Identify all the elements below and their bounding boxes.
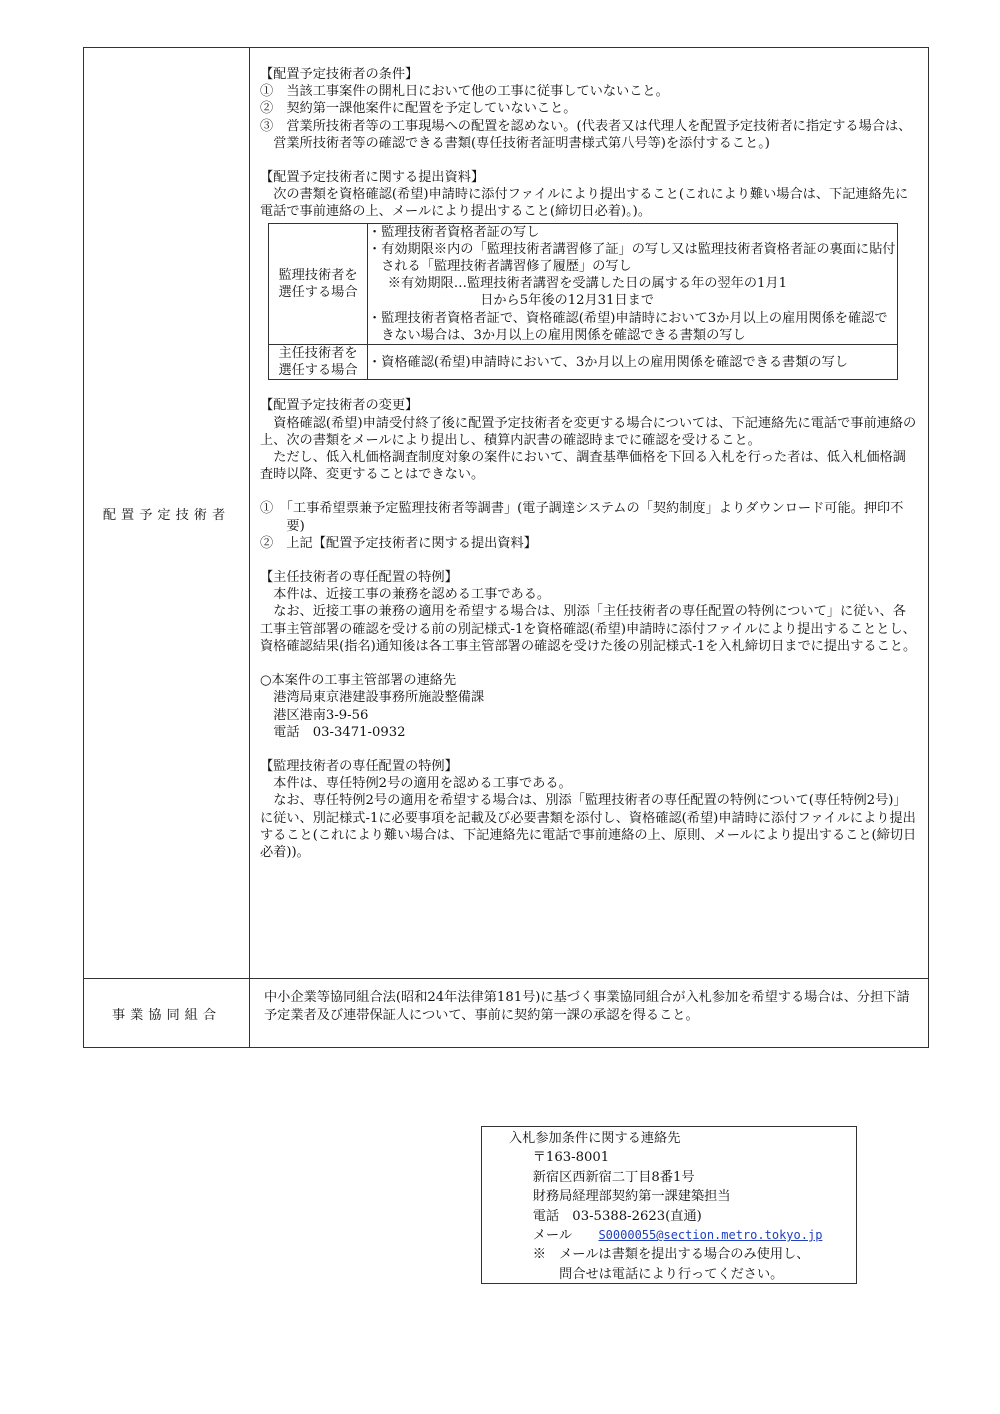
list-item: ・監理技術者資格者証の写し	[368, 224, 540, 240]
contact-box	[481, 1126, 857, 1284]
row-engineer	[84, 48, 929, 979]
label-cell-cooperative	[84, 979, 250, 1048]
table-row-label: 監理技術者を 選任する場合	[269, 223, 368, 344]
note: ※有効期限…監理技術者講習を受講した日の属する年の翌年の1月1	[387, 276, 788, 292]
paragraph: なお、近接工事の兼務の適用を希望する場合は、別添「主任技術者の専任配置の特例について」に従い、各工事主管部署の確認を受ける前の別記様式-1を資格確認(希望)申請時に添付ファイルにより提出することとし、資格確認結果(指名)通知後は各工事主管部署の確認を受けた後の別記様式-1を入札締切日までに提出すること。	[260, 604, 917, 654]
table-cell	[368, 345, 898, 380]
contact-note: ※ メールは書類を提出する場合のみ使用し、	[532, 1247, 810, 1263]
list-item: ① 「工事希望票兼予定監理技術者等調書」(電子調達システムの「契約制度」よりダウンロード可能。押印不要)	[260, 501, 904, 534]
note: 日から5年後の12月31日まで	[480, 293, 655, 309]
contact-note: 問合せは電話により行ってください。	[559, 1266, 784, 1282]
mail-label: メール	[532, 1228, 573, 1244]
row-label: 事業協同組合	[111, 1007, 222, 1023]
contact-address: 新宿区西新宿二丁目8番1号	[532, 1169, 695, 1185]
row-label: 配置予定技術者	[102, 507, 231, 523]
contact-mail-row	[509, 1226, 856, 1245]
list-item: ・有効期限※内の「監理技術者講習修了証」の写し又は監理技術者資格者証の裏面に貼付される「監理技術者講習修了履歴」の写し	[368, 241, 896, 275]
paragraph: 本件は、専任特例2号の適用を認める工事である。	[273, 776, 572, 792]
paragraph: 中小企業等協同組合法(昭和24年法律第181号)に基づく事業協同組合が入札参加を希望する場合は、分担下請予定業者及び連帯保証人について、事前に契約第一課の承認を得ること。	[264, 990, 910, 1023]
content-cell-engineer	[250, 48, 929, 979]
table-cell	[368, 223, 898, 344]
documents-table	[268, 223, 898, 381]
paragraph: なお、専任特例2号の適用を希望する場合は、別添「監理技術者の専任配置の特例について(専任特例2号)」に従い、別記様式-1に必要事項を記載及び必要書類を添付し、資格確認(希望)申請時に添付ファイルにより提出すること(これにより難い場合は、下記連絡先に電話で事前連絡の上、原則、メールにより提出すること(締切日必着))。	[260, 793, 917, 860]
section-heading: 【主任技術者の専任配置の特例】	[260, 570, 458, 586]
paragraph: ただし、低入札価格調査制度対象の案件において、調査基準価格を下回る入札を行った者は、低入札価格調査時以降、変更することはできない。	[260, 450, 906, 483]
paragraph: 次の書類を資格確認(希望)申請時に添付ファイルにより提出すること(これにより難い場合は、下記連絡先に電話で事前連絡の上、メールにより提出すること(締切日必着)。)。	[260, 187, 909, 220]
contact-postal: 〒163-8001	[532, 1150, 610, 1166]
list-item: ② 上記【配置予定技術者に関する提出資料】	[260, 535, 537, 551]
dept-name: 港湾局東京港建設事務所施設整備課	[273, 690, 485, 706]
mail-link[interactable]: S0000055@section.metro.tokyo.jp	[598, 1228, 823, 1243]
label-cell-engineer	[84, 48, 250, 979]
list-item: ③ 営業所技術者等の工事現場への配置を認めない。(代表者又は代理人を配置予定技術者に指定する場合は、営業所技術者等の確認できる書類(専任技術者証明書様式第八号等)を添付すること。)	[260, 118, 912, 151]
table-row	[269, 345, 898, 380]
list-item: ・資格確認(希望)申請時において、3か月以上の雇用関係を確認できる書類の写し	[368, 354, 848, 370]
list-item: ① 当該工事案件の開札日において他の工事に従事していないこと。	[260, 84, 669, 100]
paragraph: 資格確認(希望)申請受付終了後に配置予定技術者を変更する場合については、下記連絡先に電話で事前連絡の上、次の書類をメールにより提出し、積算内訳書の確認時までに確認を受けること。	[260, 415, 917, 448]
dept-tel: 電話 03-3471-0932	[273, 724, 406, 740]
section-heading: ○本案件の工事主管部署の連絡先	[260, 673, 457, 689]
content-cell-cooperative	[250, 979, 929, 1048]
table-row	[269, 223, 898, 344]
paragraph: 本件は、近接工事の兼務を認める工事である。	[273, 587, 551, 603]
list-item: ② 契約第一課他案件に配置を予定していないこと。	[260, 101, 577, 117]
table-row-label: 主任技術者を 選任する場合	[269, 345, 368, 380]
contact-tel: 電話 03-5388-2623(直通)	[532, 1208, 702, 1224]
dept-address: 港区港南3-9-56	[273, 707, 369, 723]
section-heading: 【配置予定技術者に関する提出資料】	[260, 170, 485, 186]
conditions-table	[83, 47, 929, 1048]
section-heading: 【監理技術者の専任配置の特例】	[260, 758, 458, 774]
contact-title: 入札参加条件に関する連絡先	[509, 1131, 681, 1146]
contact-division: 財務局経理部契約第一課建築担当	[532, 1189, 731, 1205]
row-cooperative	[84, 979, 929, 1048]
list-item: ・監理技術者資格者証で、資格確認(希望)申請時において3か月以上の雇用関係を確認できない場合は、3か月以上の雇用関係を確認できる書類の写し	[368, 310, 888, 343]
section-heading: 【配置予定技術者の変更】	[260, 398, 419, 414]
section-heading: 【配置予定技術者の条件】	[260, 67, 419, 82]
